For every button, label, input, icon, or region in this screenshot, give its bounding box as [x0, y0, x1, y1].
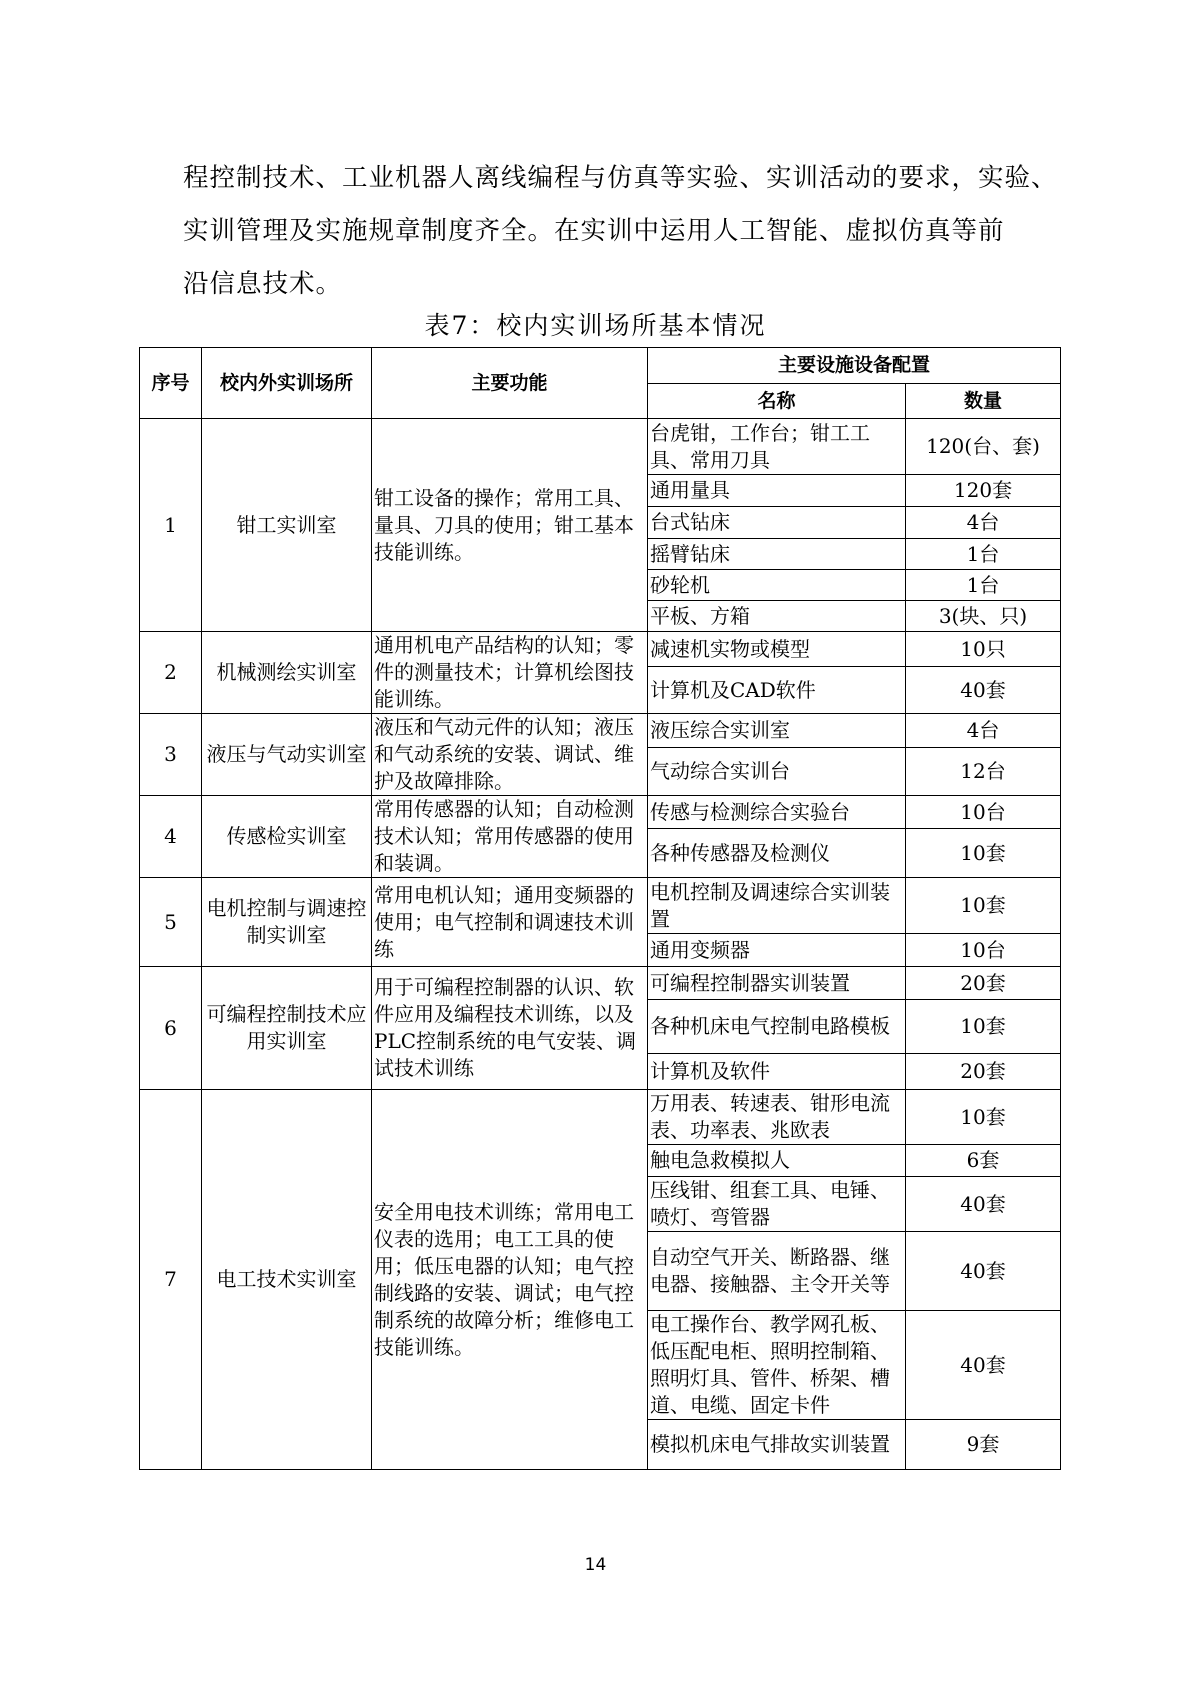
cell-no: 4: [140, 796, 202, 878]
cell-function: 安全用电技术训练；常用电工仪表的选用；电工工具的使用；低压电器的认知；电气控制线路的安装、调试；电气控制系统的故障分析；维修电工技能训练。: [372, 1090, 648, 1470]
table-row: [140, 419, 1061, 475]
cell-site: 传感检实训室: [202, 796, 372, 878]
cell-function: 用于可编程控制器的认识、软件应用及编程技术训练，以及PLC控制系统的电气安装、调试技术训练: [372, 967, 648, 1090]
cell-function: 钳工设备的操作；常用工具、量具、刀具的使用；钳工基本技能训练。: [372, 419, 648, 632]
cell-equipment-qty: 1台: [906, 539, 1061, 570]
cell-equipment-name: 减速机实物或模型: [648, 632, 906, 667]
cell-equipment-qty: 9套: [906, 1420, 1061, 1470]
cell-site: 液压与气动实训室: [202, 714, 372, 796]
table-row: [140, 796, 1061, 829]
cell-equipment-qty: 10台: [906, 796, 1061, 829]
cell-equipment-name: 平板、方箱: [648, 601, 906, 632]
cell-equipment-name: 台虎钳，工作台；钳工工具、常用刀具: [648, 419, 906, 475]
cell-equipment-qty: 120套: [906, 475, 1061, 507]
cell-equipment-name: 台式钻床: [648, 507, 906, 539]
cell-no: 3: [140, 714, 202, 796]
cell-equipment-qty: 10台: [906, 934, 1061, 967]
cell-function: 常用传感器的认知；自动检测技术认知；常用传感器的使用和装调。: [372, 796, 648, 878]
cell-equipment-name: 气动综合实训台: [648, 748, 906, 796]
intro-line: 实训管理及实施规章制度齐全。在实训中运用人工智能、虚拟仿真等前: [183, 216, 1005, 246]
cell-no: 2: [140, 632, 202, 714]
cell-equipment-name: 可编程控制器实训装置: [648, 967, 906, 1000]
header-site: 校内外实训场所: [202, 348, 372, 419]
header-equipment: 主要设施设备配置: [648, 348, 1061, 384]
cell-no: 5: [140, 878, 202, 967]
cell-equipment-qty: 10套: [906, 1000, 1061, 1054]
cell-site: 机械测绘实训室: [202, 632, 372, 714]
table-row: [140, 1090, 1061, 1145]
cell-equipment-name: 各种机床电气控制电路模板: [648, 1000, 906, 1054]
cell-no: 7: [140, 1090, 202, 1470]
cell-equipment-qty: 120(台、套): [906, 419, 1061, 475]
cell-equipment-name: 液压综合实训室: [648, 714, 906, 748]
cell-function: 常用电机认知；通用变频器的使用；电气控制和调速技术训练: [372, 878, 648, 967]
cell-equipment-qty: 10只: [906, 632, 1061, 667]
header-name: 名称: [648, 384, 906, 419]
table-caption: 表7：校内实训场所基本情况: [424, 311, 767, 340]
cell-equipment-qty: 40套: [906, 1232, 1061, 1311]
table-row: [140, 967, 1061, 1000]
header-function: 主要功能: [372, 348, 648, 419]
intro-paragraph: [183, 152, 1058, 311]
cell-equipment-qty: 10套: [906, 1090, 1061, 1145]
cell-equipment-qty: 10套: [906, 829, 1061, 878]
table-body: [140, 419, 1061, 1470]
cell-function: 通用机电产品结构的认知；零件的测量技术；计算机绘图技能训练。: [372, 632, 648, 714]
cell-equipment-qty: 10套: [906, 878, 1061, 934]
cell-equipment-qty: 20套: [906, 967, 1061, 1000]
cell-site: 电工技术实训室: [202, 1090, 372, 1470]
header-no: 序号: [140, 348, 202, 419]
cell-function: 液压和气动元件的认知；液压和气动系统的安装、调试、维护及故障排除。: [372, 714, 648, 796]
cell-equipment-name: 计算机及软件: [648, 1054, 906, 1090]
cell-equipment-qty: 1台: [906, 570, 1061, 601]
cell-equipment-qty: 4台: [906, 507, 1061, 539]
cell-equipment-name: 模拟机床电气排故实训装置: [648, 1420, 906, 1470]
cell-no: 6: [140, 967, 202, 1090]
cell-equipment-name: 传感与检测综合实验台: [648, 796, 906, 829]
header-qty: 数量: [906, 384, 1061, 419]
intro-line: 程控制技术、工业机器人离线编程与仿真等实验、实训活动的要求，实验、: [183, 163, 1058, 193]
cell-equipment-name: 通用量具: [648, 475, 906, 507]
cell-equipment-name: 触电急救模拟人: [648, 1145, 906, 1177]
cell-site: 钳工实训室: [202, 419, 372, 632]
cell-equipment-name: 通用变频器: [648, 934, 906, 967]
cell-equipment-qty: 40套: [906, 667, 1061, 714]
cell-equipment-name: 摇臂钻床: [648, 539, 906, 570]
cell-equipment-name: 计算机及CAD软件: [648, 667, 906, 714]
cell-site: 电机控制与调速控制实训室: [202, 878, 372, 967]
table-row: [140, 714, 1061, 748]
training-sites-table: [139, 347, 1061, 1470]
cell-equipment-qty: 20套: [906, 1054, 1061, 1090]
cell-equipment-qty: 12台: [906, 748, 1061, 796]
cell-equipment-qty: 40套: [906, 1177, 1061, 1232]
cell-equipment-qty: 6套: [906, 1145, 1061, 1177]
cell-no: 1: [140, 419, 202, 632]
cell-equipment-name: 电工操作台、教学网孔板、低压配电柜、照明控制箱、照明灯具、管件、桥架、槽道、电缆、固定卡件: [648, 1311, 906, 1420]
intro-line: 沿信息技术。: [183, 269, 343, 299]
page-number: 14: [584, 1555, 607, 1575]
cell-equipment-name: 压线钳、组套工具、电锤、喷灯、弯管器: [648, 1177, 906, 1232]
cell-equipment-name: 各种传感器及检测仪: [648, 829, 906, 878]
cell-equipment-name: 万用表、转速表、钳形电流表、功率表、兆欧表: [648, 1090, 906, 1145]
cell-equipment-name: 电机控制及调速综合实训装置: [648, 878, 906, 934]
cell-equipment-qty: 4台: [906, 714, 1061, 748]
cell-equipment-qty: 3(块、只): [906, 601, 1061, 632]
cell-equipment-qty: 40套: [906, 1311, 1061, 1420]
table-row: [140, 878, 1061, 934]
table-row: [140, 632, 1061, 667]
cell-equipment-name: 砂轮机: [648, 570, 906, 601]
cell-site: 可编程控制技术应用实训室: [202, 967, 372, 1090]
cell-equipment-name: 自动空气开关、断路器、继电器、接触器、主令开关等: [648, 1232, 906, 1311]
